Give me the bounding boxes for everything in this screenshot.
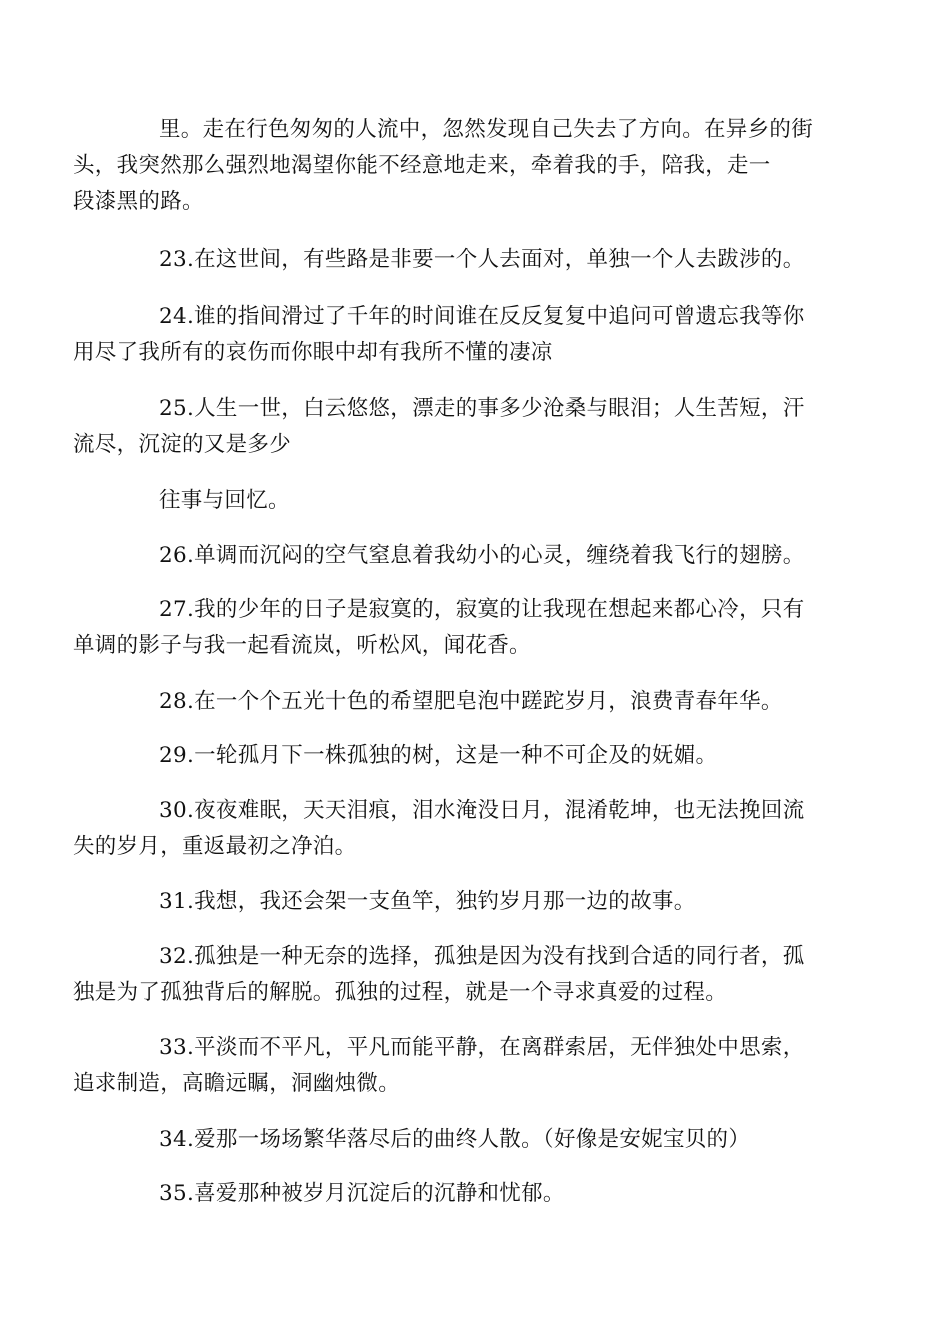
text-line: 失的岁月，重返最初之净泊。	[73, 834, 357, 859]
paragraph-item-26	[116, 538, 834, 574]
paragraph-item-25	[73, 391, 834, 463]
text-line: 25.人生一世，白云悠悠，漂走的事多少沧桑与眼泪；人生苦短，汗	[159, 396, 805, 421]
paragraph-item-34	[116, 1122, 834, 1158]
paragraph-continuation	[73, 112, 834, 220]
text-line: 里。走在行色匆匆的人流中，忽然发现自己失去了方向。在异乡的街	[159, 117, 814, 142]
text-line: 24.谁的指间滑过了千年的时间谁在反反复复中追问可曾遗忘我等你	[159, 304, 805, 329]
text-line: 34.爱那一场场繁华落尽后的曲终人散。（好像是安妮宝贝的）	[159, 1127, 751, 1152]
paragraph-item-24	[73, 299, 834, 371]
text-line: 用尽了我所有的哀伤而你眼中却有我所不懂的凄凉	[73, 340, 553, 365]
paragraph-item-27	[73, 592, 834, 664]
text-line: 30.夜夜难眠，天天泪痕，泪水淹没日月，混淆乾坤，也无法挽回流	[159, 798, 805, 823]
text-line: 26.单调而沉闷的空气窒息着我幼小的心灵，缠绕着我飞行的翅膀。	[159, 543, 805, 568]
text-line: 29.一轮孤月下一株孤独的树，这是一种不可企及的妩媚。	[159, 743, 718, 768]
paragraph-item-28	[116, 684, 834, 720]
paragraph-item-29	[116, 738, 834, 774]
text-line: 头，我突然那么强烈地渴望你能不经意地走来，牵着我的手，陪我，走一	[73, 153, 771, 178]
text-line: 流尽，沉淀的又是多少	[73, 432, 292, 457]
text-line: 33.平淡而不平凡，平凡而能平静，在离群索居，无伴独处中思索，	[159, 1035, 805, 1060]
paragraph-item-30	[73, 793, 834, 865]
text-line: 28.在一个个五光十色的希望肥皂泡中蹉跎岁月，浪费青春年华。	[159, 689, 783, 714]
paragraph-item-31	[116, 884, 834, 920]
paragraph-item-35	[116, 1176, 834, 1212]
text-line: 27.我的少年的日子是寂寞的，寂寞的让我现在想起来都心冷，只有	[159, 597, 805, 622]
text-line: 23.在这世间，有些路是非要一个人去面对，单独一个人去跋涉的。	[159, 247, 805, 272]
paragraph-item-25-continued	[116, 483, 834, 519]
paragraph-item-23	[116, 242, 834, 278]
text-line: 段漆黑的路。	[73, 189, 204, 214]
paragraph-item-33	[73, 1030, 834, 1102]
text-line: 往事与回忆。	[159, 488, 290, 513]
text-line: 独是为了孤独背后的解脱。孤独的过程，就是一个寻求真爱的过程。	[73, 980, 728, 1005]
text-line: 35.喜爱那种被岁月沉淀后的沉静和忧郁。	[159, 1181, 565, 1206]
text-line: 31.我想，我还会架一支鱼竿，独钓岁月那一边的故事。	[159, 889, 696, 914]
paragraph-item-32	[73, 939, 834, 1011]
text-line: 单调的影子与我一起看流岚，听松风，闻花香。	[73, 633, 531, 658]
text-line: 追求制造，高瞻远瞩，洞幽烛微。	[73, 1071, 401, 1096]
text-line: 32.孤独是一种无奈的选择，孤独是因为没有找到合适的同行者，孤	[159, 944, 805, 969]
